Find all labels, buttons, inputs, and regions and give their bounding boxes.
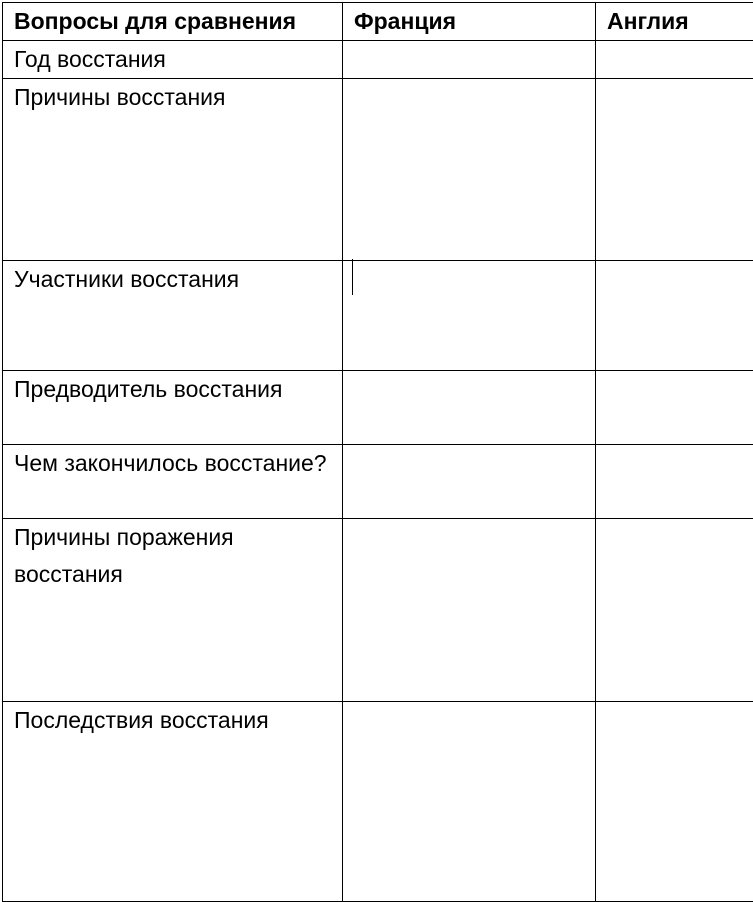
france-cell[interactable] bbox=[343, 445, 596, 519]
header-france bbox=[343, 3, 596, 41]
table-row bbox=[3, 445, 753, 519]
header-england-label: Англия bbox=[596, 3, 753, 40]
table-row bbox=[3, 371, 753, 445]
question-cell bbox=[3, 519, 343, 702]
question-cell bbox=[3, 702, 343, 902]
question-label: Год восстания bbox=[3, 41, 342, 78]
england-cell[interactable] bbox=[596, 41, 753, 79]
question-cell bbox=[3, 41, 343, 79]
header-questions bbox=[3, 3, 343, 41]
question-cell bbox=[3, 79, 343, 261]
header-england bbox=[596, 3, 753, 41]
question-cell bbox=[3, 261, 343, 371]
comparison-table bbox=[2, 2, 753, 902]
table-row bbox=[3, 79, 753, 261]
header-france-label: Франция bbox=[343, 3, 595, 40]
england-cell[interactable] bbox=[596, 371, 753, 445]
question-label: Причины поражения восстания bbox=[3, 519, 342, 593]
table-row bbox=[3, 702, 753, 902]
question-cell bbox=[3, 445, 343, 519]
france-cell[interactable] bbox=[343, 371, 596, 445]
table-row bbox=[3, 261, 753, 371]
question-label: Предводитель восстания bbox=[3, 371, 342, 408]
question-label: Последствия восстания bbox=[3, 702, 342, 739]
france-cell[interactable] bbox=[343, 41, 596, 79]
england-cell[interactable] bbox=[596, 79, 753, 261]
england-cell[interactable] bbox=[596, 519, 753, 702]
france-cell[interactable] bbox=[343, 519, 596, 702]
france-cell[interactable] bbox=[343, 79, 596, 261]
text-cursor bbox=[352, 259, 353, 295]
england-cell[interactable] bbox=[596, 261, 753, 371]
england-cell[interactable] bbox=[596, 702, 753, 902]
header-questions-label: Вопросы для сравнения bbox=[3, 3, 342, 40]
table-row bbox=[3, 519, 753, 702]
table-row bbox=[3, 41, 753, 79]
france-cell[interactable] bbox=[343, 261, 596, 371]
table-header-row bbox=[3, 3, 753, 41]
question-label: Чем закончилось восстание? bbox=[3, 445, 342, 482]
question-cell bbox=[3, 371, 343, 445]
question-label: Участники восстания bbox=[3, 261, 342, 298]
question-label: Причины восстания bbox=[3, 79, 342, 116]
england-cell[interactable] bbox=[596, 445, 753, 519]
france-cell[interactable] bbox=[343, 702, 596, 902]
